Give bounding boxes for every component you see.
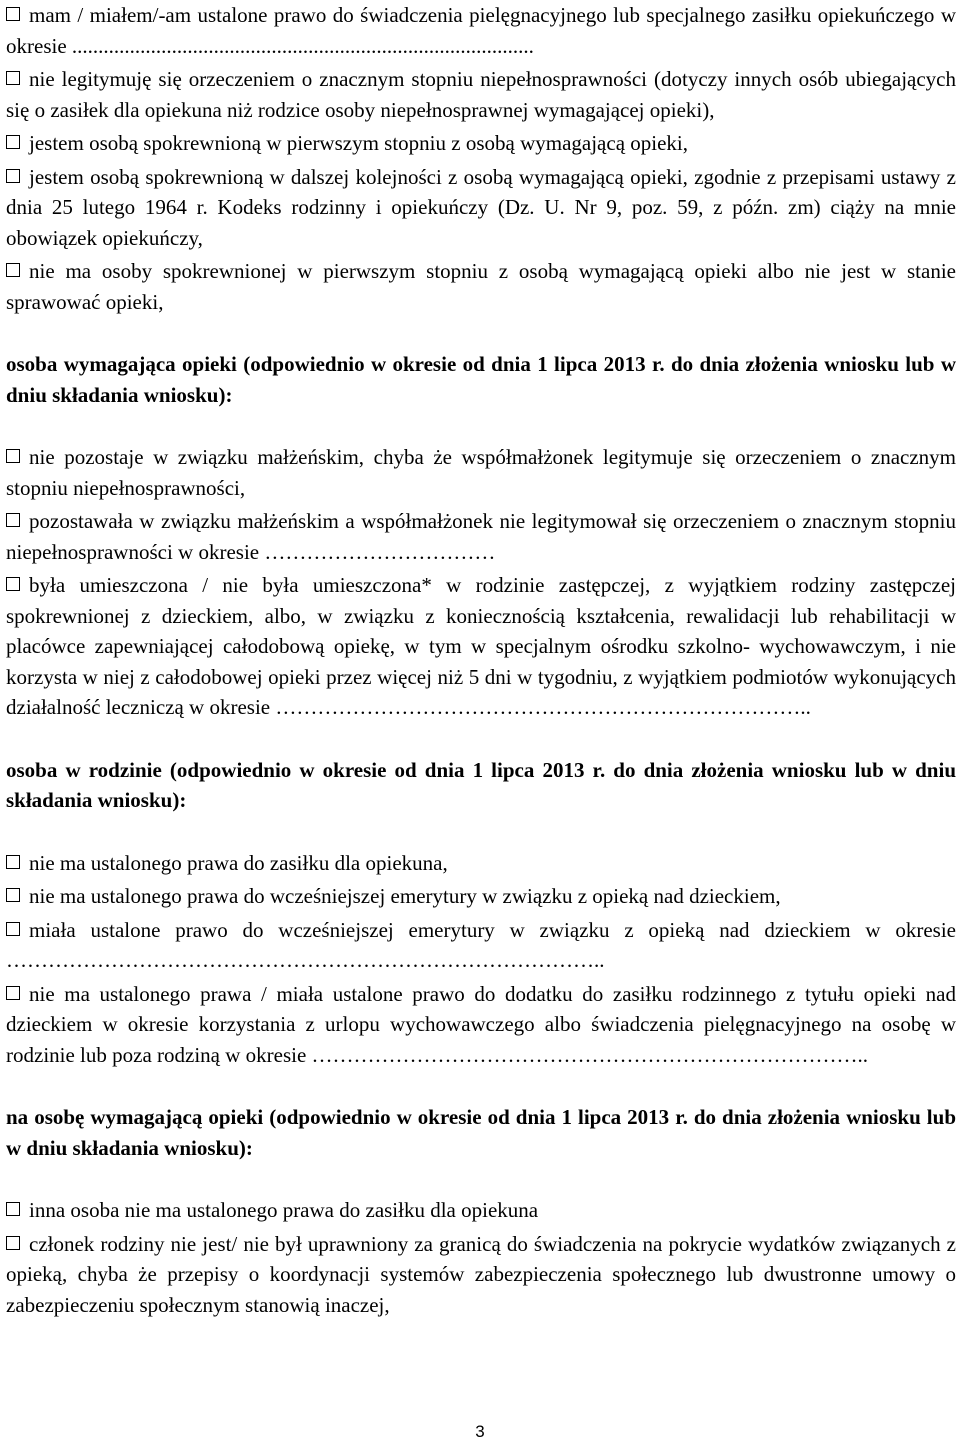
section-heading-osoba-wymagajaca: osoba wymagająca opieki (odpowiednio w okresie od dnia 1 lipca 2013 r. do dnia złożenia wniosku lub w dniu składania wniosku):: [6, 352, 956, 407]
item-text: pozostawała w związku małżeńskim a współmałżonek nie legitymował się orzeczeniem o znacznym stopniu niepełnosprawności w okresie ……………………………: [6, 509, 956, 564]
checkbox[interactable]: [6, 1236, 20, 1250]
item-text: była umieszczona / nie była umieszczona* w rodzinie zastępczej, z wyjątkiem rodziny zastępczej spokrewnionej z dzieckiem, albo, w związku z koniecznością kształcenia, rewalidacji lub rehabilitacji w placówce zapewniającej całodobową opiekę, w tym w specjalnym ośrodku szkolno- wychowawczym, i nie korzysta w niej z całodobowej opieki przez więcej niż 5 dni w tygodniu, z wyjątkiem podmiotów wykonujących działalność leczniczą w okresie …………………………………………………………………..: [6, 573, 956, 719]
checkbox[interactable]: [6, 577, 20, 591]
item-text: miała ustalone prawo do wcześniejszej emerytury w związku z opieką nad dzieckiem w okresie …………………………………………………………………………..: [6, 917, 956, 972]
item-text: członek rodziny nie jest/ nie był uprawniony za granicą do świadczenia na pokrycie wydatków związanych z opieką, chyba że przepisy o koordynacji systemów zabezpieczenia społecznego lub dwustronne umowy o zabezpieczeniu społecznym stanowią inaczej,: [6, 1231, 956, 1317]
item-inna-osoba: [6, 1195, 956, 1226]
item-nie-legitymuje: [6, 64, 956, 125]
item-text: nie ma ustalonego prawa do wcześniejszej emerytury w związku z opieką nad dzieckiem,: [29, 884, 781, 908]
section-heading-na-osobe: na osobę wymagającą opieki (odpowiednio w okresie od dnia 1 lipca 2013 r. do dnia złożenia wniosku lub w dniu składania wniosku):: [6, 1105, 956, 1160]
page-number: 3: [475, 1422, 485, 1441]
item-nie-ma-prawa-zasilku: [6, 848, 956, 879]
item-nie-ma-osoby: [6, 256, 956, 317]
section-heading-osoba-w-rodzinie: osoba w rodzinie (odpowiednio w okresie od dnia 1 lipca 2013 r. do dnia złożenia wniosku lub w dniu składania wniosku):: [6, 757, 956, 812]
item-dodatek: [6, 979, 956, 1071]
item-text: nie pozostaje w związku małżeńskim, chyba że współmałżonek legitymuje się orzeczeniem o znacznym stopniu niepełnosprawności,: [6, 445, 956, 500]
item-text: jestem osobą spokrewnioną w dalszej kolejności z osobą wymagającą opieki, zgodnie z przepisami ustawy z dnia 25 lutego 1964 r. Kodeks rodzinny i opiekuńczy (Dz. U. Nr 9, poz. 59, z późn. zm) ciąży na mnie obowiązek opiekuńczy,: [6, 164, 956, 250]
item-pozostawala: [6, 506, 956, 567]
checkbox[interactable]: [6, 449, 20, 463]
checkbox[interactable]: [6, 7, 20, 21]
item-text: jestem osobą spokrewnioną w pierwszym stopniu z osobą wymagającą opieki,: [29, 131, 689, 155]
item-text: nie ma ustalonego prawa / miała ustalone prawo do dodatku do zasiłku rodzinnego z tytułu opieki nad dzieckiem w okresie korzystania z urlopu wychowawczego albo świadczenia pielęgnacyjnego na osobę w rodzinie lub poza rodziną w okresie ……………………………………………………………………..: [6, 981, 956, 1067]
item-miala-emerytura: [6, 915, 956, 976]
checkbox[interactable]: [6, 986, 20, 1000]
item-ustalone-prawo: [6, 0, 956, 61]
checkbox[interactable]: [6, 1202, 20, 1216]
checkbox[interactable]: [6, 71, 20, 85]
item-nie-ma-emerytury: [6, 881, 956, 912]
item-spokrewniona-dalszej: [6, 162, 956, 254]
item-umieszczona: [6, 570, 956, 723]
checkbox[interactable]: [6, 169, 20, 183]
item-czlonek-rodziny: [6, 1229, 956, 1321]
item-nie-pozostaje: [6, 442, 956, 503]
item-text: mam / miałem/-am ustalone prawo do świadczenia pielęgnacyjnego lub specjalnego zasiłku opiekuńczego w okresie ........................................................................................: [6, 3, 956, 58]
checkbox[interactable]: [6, 263, 20, 277]
checkbox[interactable]: [6, 922, 20, 936]
checkbox[interactable]: [6, 855, 20, 869]
document-page: [6, 0, 956, 1323]
checkbox[interactable]: [6, 888, 20, 902]
checkbox[interactable]: [6, 135, 20, 149]
item-text: nie ma ustalonego prawa do zasiłku dla opiekuna,: [29, 850, 448, 875]
checkbox[interactable]: [6, 513, 20, 527]
item-text: nie legitymuję się orzeczeniem o znacznym stopniu niepełnosprawności (dotyczy innych osób ubiegających się o zasiłek dla opiekuna niż rodzice osoby niepełnosprawnej wymagającej opieki),: [6, 67, 956, 122]
item-spokrewniona-pierwszy: [6, 128, 956, 159]
item-text: inna osoba nie ma ustalonego prawa do zasiłku dla opiekuna: [29, 1198, 539, 1222]
item-text: nie ma osoby spokrewnionej w pierwszym stopniu z osobą wymagającą opieki albo nie jest w stanie sprawować opieki,: [6, 259, 956, 314]
